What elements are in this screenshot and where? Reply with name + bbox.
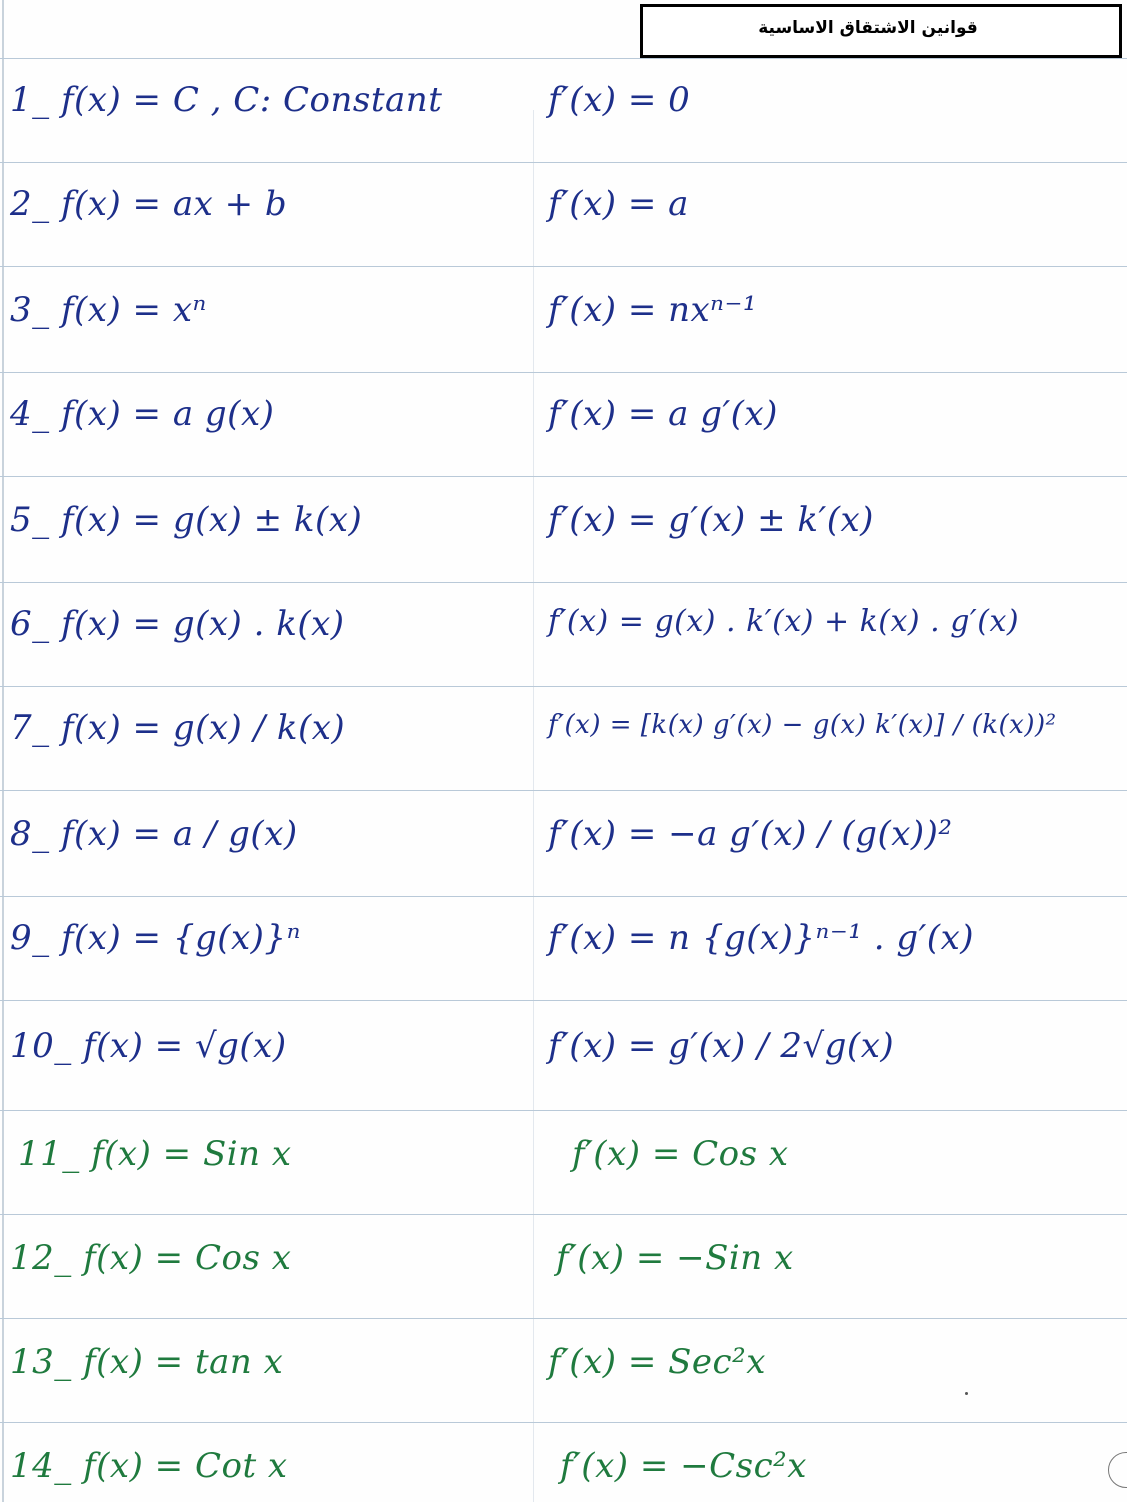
ruled-line: [0, 162, 1127, 163]
rule-4-derivative: f′(x) = a g′(x): [548, 394, 778, 434]
page-title: قوانين الاشتقاق الاساسية: [758, 18, 978, 38]
rule-5-derivative: f′(x) = g′(x) ± k′(x): [548, 500, 874, 540]
ruled-line: [0, 1000, 1127, 1001]
rule-4-function: 4_ f(x) = a g(x): [10, 394, 275, 434]
rule-6-derivative: f′(x) = g(x) . k′(x) + k(x) . g′(x): [548, 604, 1020, 639]
ruled-line: [0, 266, 1127, 267]
rule-10-function: 10_ f(x) = √g(x): [10, 1026, 287, 1066]
rule-1-derivative: f′(x) = 0: [548, 80, 691, 120]
rule-9-derivative: f′(x) = n {g(x)}ⁿ⁻¹ . g′(x): [548, 918, 975, 958]
ruled-line: [0, 58, 1127, 59]
rule-14-function: 14_ f(x) = Cot x: [10, 1446, 288, 1486]
rule-13-derivative: f′(x) = Sec²x: [548, 1342, 766, 1382]
rule-7-derivative: f′(x) = [k(x) g′(x) − g(x) k′(x)] / (k(x))²: [548, 710, 1057, 740]
rule-11-derivative: f′(x) = Cos x: [572, 1134, 789, 1174]
ruled-line: [0, 896, 1127, 897]
rule-14-derivative: f′(x) = −Csc²x: [560, 1446, 807, 1486]
page-corner-mark: [1108, 1452, 1127, 1488]
rule-12-function: 12_ f(x) = Cos x: [10, 1238, 292, 1278]
rule-2-function: 2_ f(x) = ax + b: [10, 184, 288, 224]
ruled-line: [0, 582, 1127, 583]
rule-8-derivative: f′(x) = −a g′(x) / (g(x))²: [548, 814, 953, 854]
ruled-line: [0, 790, 1127, 791]
rule-8-function: 8_ f(x) = a / g(x): [10, 814, 298, 854]
rule-3-function: 3_ f(x) = xⁿ: [10, 290, 207, 330]
left-margin-line: [2, 0, 4, 1502]
rule-9-function: 9_ f(x) = {g(x)}ⁿ: [10, 918, 301, 958]
rule-10-derivative: f′(x) = g′(x) / 2√g(x): [548, 1026, 895, 1066]
ruled-line: [0, 372, 1127, 373]
rule-12-derivative: f′(x) = −Sin x: [556, 1238, 794, 1278]
rule-7-function: 7_ f(x) = g(x) / k(x): [10, 708, 346, 748]
ruled-line: [0, 1422, 1127, 1423]
rule-3-derivative: f′(x) = nxⁿ⁻¹: [548, 290, 758, 330]
rule-5-function: 5_ f(x) = g(x) ± k(x): [10, 500, 363, 540]
ink-dot: [965, 1392, 968, 1395]
rule-13-function: 13_ f(x) = tan x: [10, 1342, 284, 1382]
rule-2-derivative: f′(x) = a: [548, 184, 689, 224]
ruled-line: [0, 686, 1127, 687]
rule-11-function: 11_ f(x) = Sin x: [18, 1134, 292, 1174]
ruled-line: [0, 476, 1127, 477]
rule-1-function: 1_ f(x) = C , C: Constant: [10, 80, 443, 120]
ruled-line: [0, 1214, 1127, 1215]
ruled-line: [0, 1110, 1127, 1111]
center-faint-line: [533, 110, 534, 1502]
rule-6-function: 6_ f(x) = g(x) . k(x): [10, 604, 345, 644]
ruled-line: [0, 1318, 1127, 1319]
title-box: [640, 4, 1122, 58]
